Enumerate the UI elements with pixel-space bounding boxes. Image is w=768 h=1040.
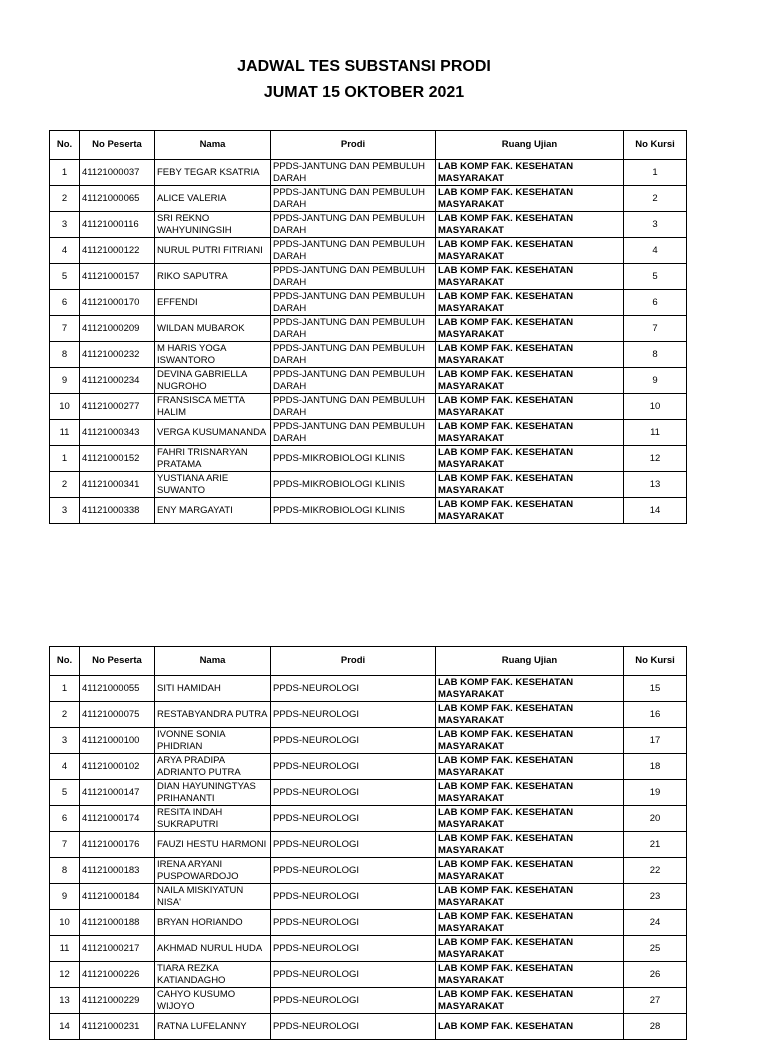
table-row [50, 832, 687, 858]
table-row [50, 884, 687, 910]
cell-nama: FRANSISCA METTA HALIM [155, 394, 271, 420]
cell-ruang-ujian: LAB KOMP FAK. KESEHATAN MASYARAKAT [436, 342, 624, 368]
cell-no-peserta: 41121000100 [80, 728, 155, 754]
cell-no-kursi: 28 [624, 1014, 687, 1040]
cell-no-kursi: 17 [624, 728, 687, 754]
column-header-no: No. [50, 647, 80, 676]
cell-no: 7 [50, 316, 80, 342]
cell-prodi: PPDS-JANTUNG DAN PEMBULUH DARAH [271, 368, 436, 394]
table-body-1 [50, 160, 687, 524]
cell-no-kursi: 22 [624, 858, 687, 884]
cell-nama: EFFENDI [155, 290, 271, 316]
table-row [50, 702, 687, 728]
table-row [50, 290, 687, 316]
column-header-prodi: Prodi [271, 131, 436, 160]
table-row [50, 780, 687, 806]
cell-no-peserta: 41121000176 [80, 832, 155, 858]
cell-prodi: PPDS-JANTUNG DAN PEMBULUH DARAH [271, 342, 436, 368]
cell-no-peserta: 41121000170 [80, 290, 155, 316]
cell-nama: WILDAN MUBAROK [155, 316, 271, 342]
cell-prodi: PPDS-JANTUNG DAN PEMBULUH DARAH [271, 394, 436, 420]
cell-no-peserta: 41121000217 [80, 936, 155, 962]
cell-nama: RESITA INDAH SUKRAPUTRI [155, 806, 271, 832]
cell-prodi: PPDS-NEUROLOGI [271, 754, 436, 780]
cell-no-peserta: 41121000341 [80, 472, 155, 498]
cell-ruang-ujian: LAB KOMP FAK. KESEHATAN MASYARAKAT [436, 316, 624, 342]
table-row [50, 754, 687, 780]
page-subtitle-date: JUMAT 15 OKTOBER 2021 [263, 84, 465, 101]
cell-ruang-ujian: LAB KOMP FAK. KESEHATAN MASYARAKAT [436, 394, 624, 420]
cell-no-kursi: 8 [624, 342, 687, 368]
cell-prodi: PPDS-NEUROLOGI [271, 832, 436, 858]
cell-no: 11 [50, 936, 80, 962]
cell-nama: IVONNE SONIA PHIDRIAN [155, 728, 271, 754]
column-header-nama: Nama [155, 647, 271, 676]
cell-no-kursi: 19 [624, 780, 687, 806]
cell-no-peserta: 41121000188 [80, 910, 155, 936]
cell-no: 8 [50, 342, 80, 368]
cell-no-kursi: 14 [624, 498, 687, 524]
cell-no: 6 [50, 806, 80, 832]
cell-nama: NAILA MISKIYATUN NISA' [155, 884, 271, 910]
cell-no-peserta: 41121000065 [80, 186, 155, 212]
cell-no-kursi: 6 [624, 290, 687, 316]
cell-no-peserta: 41121000226 [80, 962, 155, 988]
column-header-no-kursi: No Kursi [624, 131, 687, 160]
cell-ruang-ujian: LAB KOMP FAK. KESEHATAN MASYARAKAT [436, 498, 624, 524]
cell-no-kursi: 18 [624, 754, 687, 780]
cell-no: 2 [50, 702, 80, 728]
cell-no: 5 [50, 264, 80, 290]
table-row [50, 420, 687, 446]
cell-no: 3 [50, 498, 80, 524]
cell-nama: ENY MARGAYATI [155, 498, 271, 524]
cell-no: 9 [50, 884, 80, 910]
cell-prodi: PPDS-NEUROLOGI [271, 884, 436, 910]
cell-no: 1 [50, 160, 80, 186]
cell-nama: BRYAN HORIANDO [155, 910, 271, 936]
cell-no-peserta: 41121000277 [80, 394, 155, 420]
table-row [50, 446, 687, 472]
table-row [50, 806, 687, 832]
cell-nama: RESTABYANDRA PUTRA [155, 702, 271, 728]
cell-ruang-ujian: LAB KOMP FAK. KESEHATAN MASYARAKAT [436, 936, 624, 962]
table-row [50, 728, 687, 754]
table-row [50, 962, 687, 988]
cell-prodi: PPDS-JANTUNG DAN PEMBULUH DARAH [271, 420, 436, 446]
cell-no-kursi: 21 [624, 832, 687, 858]
cell-no: 13 [50, 988, 80, 1014]
cell-no-kursi: 11 [624, 420, 687, 446]
table-header-row [50, 647, 687, 676]
column-header-prodi: Prodi [271, 647, 436, 676]
cell-prodi: PPDS-MIKROBIOLOGI KLINIS [271, 446, 436, 472]
cell-prodi: PPDS-NEUROLOGI [271, 1014, 436, 1040]
cell-prodi: PPDS-MIKROBIOLOGI KLINIS [271, 472, 436, 498]
cell-nama: RIKO SAPUTRA [155, 264, 271, 290]
cell-no-kursi: 26 [624, 962, 687, 988]
cell-no-kursi: 9 [624, 368, 687, 394]
cell-ruang-ujian: LAB KOMP FAK. KESEHATAN MASYARAKAT [436, 238, 624, 264]
table-row [50, 858, 687, 884]
cell-ruang-ujian: LAB KOMP FAK. KESEHATAN [436, 1014, 624, 1040]
cell-nama: IRENA ARYANI PUSPOWARDOJO [155, 858, 271, 884]
cell-ruang-ujian: LAB KOMP FAK. KESEHATAN MASYARAKAT [436, 962, 624, 988]
cell-no: 1 [50, 676, 80, 702]
cell-no: 2 [50, 186, 80, 212]
cell-prodi: PPDS-NEUROLOGI [271, 988, 436, 1014]
table-row [50, 316, 687, 342]
cell-no: 10 [50, 910, 80, 936]
table-row [50, 676, 687, 702]
cell-nama: VERGA KUSUMANANDA [155, 420, 271, 446]
cell-no-peserta: 41121000174 [80, 806, 155, 832]
table-row [50, 498, 687, 524]
column-header-no-peserta: No Peserta [80, 647, 155, 676]
cell-nama: DIAN HAYUNINGTYAS PRIHANANTI [155, 780, 271, 806]
cell-ruang-ujian: LAB KOMP FAK. KESEHATAN MASYARAKAT [436, 858, 624, 884]
cell-no-peserta: 41121000152 [80, 446, 155, 472]
cell-no-kursi: 2 [624, 186, 687, 212]
cell-no-kursi: 13 [624, 472, 687, 498]
cell-no-kursi: 10 [624, 394, 687, 420]
cell-prodi: PPDS-MIKROBIOLOGI KLINIS [271, 498, 436, 524]
cell-prodi: PPDS-NEUROLOGI [271, 780, 436, 806]
table-row [50, 368, 687, 394]
cell-prodi: PPDS-NEUROLOGI [271, 728, 436, 754]
cell-no-peserta: 41121000232 [80, 342, 155, 368]
cell-no-peserta: 41121000343 [80, 420, 155, 446]
cell-no: 4 [50, 754, 80, 780]
cell-nama: ARYA PRADIPA ADRIANTO PUTRA [155, 754, 271, 780]
cell-no: 5 [50, 780, 80, 806]
cell-ruang-ujian: LAB KOMP FAK. KESEHATAN MASYARAKAT [436, 676, 624, 702]
cell-ruang-ujian: LAB KOMP FAK. KESEHATAN MASYARAKAT [436, 446, 624, 472]
cell-no-peserta: 41121000338 [80, 498, 155, 524]
cell-no-peserta: 41121000183 [80, 858, 155, 884]
cell-prodi: PPDS-NEUROLOGI [271, 962, 436, 988]
cell-no-peserta: 41121000055 [80, 676, 155, 702]
cell-ruang-ujian: LAB KOMP FAK. KESEHATAN MASYARAKAT [436, 806, 624, 832]
cell-prodi: PPDS-JANTUNG DAN PEMBULUH DARAH [271, 186, 436, 212]
cell-no-peserta: 41121000075 [80, 702, 155, 728]
cell-no: 11 [50, 420, 80, 446]
cell-no-kursi: 7 [624, 316, 687, 342]
cell-no-peserta: 41121000229 [80, 988, 155, 1014]
table-row [50, 910, 687, 936]
cell-prodi: PPDS-NEUROLOGI [271, 702, 436, 728]
cell-prodi: PPDS-NEUROLOGI [271, 806, 436, 832]
cell-no: 3 [50, 728, 80, 754]
cell-prodi: PPDS-JANTUNG DAN PEMBULUH DARAH [271, 212, 436, 238]
cell-nama: CAHYO KUSUMO WIJOYO [155, 988, 271, 1014]
table-row [50, 936, 687, 962]
cell-no: 6 [50, 290, 80, 316]
cell-ruang-ujian: LAB KOMP FAK. KESEHATAN MASYARAKAT [436, 910, 624, 936]
cell-no: 14 [50, 1014, 80, 1040]
column-header-no-kursi: No Kursi [624, 647, 687, 676]
cell-no: 10 [50, 394, 80, 420]
table-row [50, 342, 687, 368]
table-row [50, 472, 687, 498]
cell-no-kursi: 5 [624, 264, 687, 290]
cell-no-peserta: 41121000184 [80, 884, 155, 910]
cell-nama: AKHMAD NURUL HUDA [155, 936, 271, 962]
cell-no-kursi: 23 [624, 884, 687, 910]
cell-no: 3 [50, 212, 80, 238]
table-row [50, 238, 687, 264]
cell-no-kursi: 12 [624, 446, 687, 472]
cell-ruang-ujian: LAB KOMP FAK. KESEHATAN MASYARAKAT [436, 368, 624, 394]
cell-no-kursi: 16 [624, 702, 687, 728]
cell-no: 4 [50, 238, 80, 264]
cell-no-peserta: 41121000209 [80, 316, 155, 342]
cell-no-peserta: 41121000037 [80, 160, 155, 186]
cell-ruang-ujian: LAB KOMP FAK. KESEHATAN MASYARAKAT [436, 160, 624, 186]
cell-ruang-ujian: LAB KOMP FAK. KESEHATAN MASYARAKAT [436, 780, 624, 806]
cell-nama: ALICE VALERIA [155, 186, 271, 212]
cell-no: 1 [50, 446, 80, 472]
cell-ruang-ujian: LAB KOMP FAK. KESEHATAN MASYARAKAT [436, 472, 624, 498]
cell-no: 9 [50, 368, 80, 394]
cell-ruang-ujian: LAB KOMP FAK. KESEHATAN MASYARAKAT [436, 702, 624, 728]
column-header-no-peserta: No Peserta [80, 131, 155, 160]
cell-no-kursi: 15 [624, 676, 687, 702]
cell-nama: FAUZI HESTU HARMONI [155, 832, 271, 858]
cell-nama: FAHRI TRISNARYAN PRATAMA [155, 446, 271, 472]
cell-ruang-ujian: LAB KOMP FAK. KESEHATAN MASYARAKAT [436, 420, 624, 446]
cell-nama: YUSTIANA ARIE SUWANTO [155, 472, 271, 498]
table-row [50, 988, 687, 1014]
cell-prodi: PPDS-NEUROLOGI [271, 910, 436, 936]
cell-ruang-ujian: LAB KOMP FAK. KESEHATAN MASYARAKAT [436, 884, 624, 910]
table-row [50, 394, 687, 420]
cell-no-kursi: 24 [624, 910, 687, 936]
cell-nama: NURUL PUTRI FITRIANI [155, 238, 271, 264]
cell-no-kursi: 25 [624, 936, 687, 962]
cell-no-peserta: 41121000234 [80, 368, 155, 394]
column-header-no: No. [50, 131, 80, 160]
cell-no-kursi: 1 [624, 160, 687, 186]
cell-prodi: PPDS-JANTUNG DAN PEMBULUH DARAH [271, 316, 436, 342]
column-header-ruang-ujian: Ruang Ujian [436, 131, 624, 160]
cell-ruang-ujian: LAB KOMP FAK. KESEHATAN MASYARAKAT [436, 832, 624, 858]
cell-no-peserta: 41121000116 [80, 212, 155, 238]
cell-no-kursi: 4 [624, 238, 687, 264]
cell-no-kursi: 3 [624, 212, 687, 238]
cell-prodi: PPDS-JANTUNG DAN PEMBULUH DARAH [271, 238, 436, 264]
cell-nama: FEBY TEGAR KSATRIA [155, 160, 271, 186]
cell-no-peserta: 41121000231 [80, 1014, 155, 1040]
cell-ruang-ujian: LAB KOMP FAK. KESEHATAN MASYARAKAT [436, 264, 624, 290]
cell-no: 7 [50, 832, 80, 858]
cell-no: 2 [50, 472, 80, 498]
table-header-row [50, 131, 687, 160]
cell-ruang-ujian: LAB KOMP FAK. KESEHATAN MASYARAKAT [436, 212, 624, 238]
cell-nama: RATNA LUFELANNY [155, 1014, 271, 1040]
cell-no: 12 [50, 962, 80, 988]
cell-no-peserta: 41121000102 [80, 754, 155, 780]
cell-ruang-ujian: LAB KOMP FAK. KESEHATAN MASYARAKAT [436, 754, 624, 780]
cell-prodi: PPDS-NEUROLOGI [271, 858, 436, 884]
schedule-table-1 [49, 130, 687, 524]
cell-nama: SRI REKNO WAHYUNINGSIH [155, 212, 271, 238]
cell-ruang-ujian: LAB KOMP FAK. KESEHATAN MASYARAKAT [436, 988, 624, 1014]
cell-nama: SITI HAMIDAH [155, 676, 271, 702]
cell-nama: TIARA REZKA KATIANDAGHO [155, 962, 271, 988]
cell-no-kursi: 20 [624, 806, 687, 832]
cell-nama: M HARIS YOGA ISWANTORO [155, 342, 271, 368]
cell-prodi: PPDS-NEUROLOGI [271, 676, 436, 702]
table-row [50, 1014, 687, 1040]
table-row [50, 160, 687, 186]
cell-no-kursi: 27 [624, 988, 687, 1014]
cell-prodi: PPDS-JANTUNG DAN PEMBULUH DARAH [271, 264, 436, 290]
table-row [50, 186, 687, 212]
cell-prodi: PPDS-JANTUNG DAN PEMBULUH DARAH [271, 290, 436, 316]
schedule-table-2 [49, 646, 687, 1040]
table-body-2 [50, 676, 687, 1040]
page-title: JADWAL TES SUBSTANSI PRODI [237, 58, 491, 75]
cell-prodi: PPDS-NEUROLOGI [271, 936, 436, 962]
column-header-ruang-ujian: Ruang Ujian [436, 647, 624, 676]
table-row [50, 264, 687, 290]
cell-no-peserta: 41121000147 [80, 780, 155, 806]
cell-nama: DEVINA GABRIELLA NUGROHO [155, 368, 271, 394]
cell-ruang-ujian: LAB KOMP FAK. KESEHATAN MASYARAKAT [436, 290, 624, 316]
cell-no: 8 [50, 858, 80, 884]
cell-ruang-ujian: LAB KOMP FAK. KESEHATAN MASYARAKAT [436, 186, 624, 212]
cell-no-peserta: 41121000122 [80, 238, 155, 264]
cell-prodi: PPDS-JANTUNG DAN PEMBULUH DARAH [271, 160, 436, 186]
table-row [50, 212, 687, 238]
column-header-nama: Nama [155, 131, 271, 160]
cell-ruang-ujian: LAB KOMP FAK. KESEHATAN MASYARAKAT [436, 728, 624, 754]
cell-no-peserta: 41121000157 [80, 264, 155, 290]
